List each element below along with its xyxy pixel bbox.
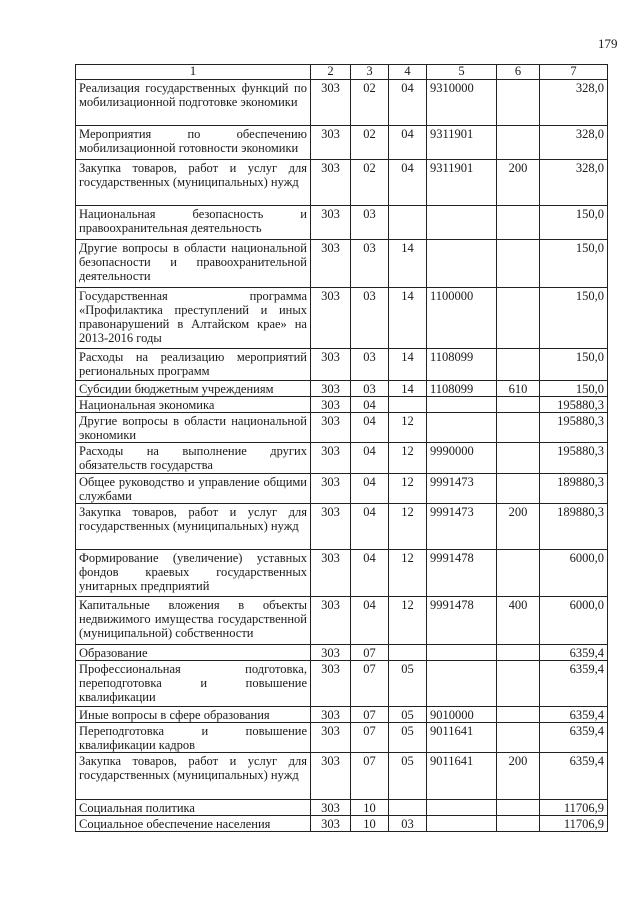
table-row <box>76 816 608 832</box>
row-col-5: 9011641 <box>427 723 497 753</box>
row-col-6: 200 <box>497 753 540 800</box>
row-col-3: 07 <box>351 723 389 753</box>
table-row <box>76 707 608 723</box>
row-amount: 6000,0 <box>540 597 608 645</box>
row-col-4: 14 <box>389 349 427 381</box>
row-col-2: 303 <box>311 723 351 753</box>
header-cell: 3 <box>351 65 389 80</box>
table-row <box>76 80 608 126</box>
row-col-4: 12 <box>389 443 427 474</box>
row-amount: 6359,4 <box>540 645 608 661</box>
header-cell: 6 <box>497 65 540 80</box>
table-row <box>76 413 608 443</box>
row-col-3: 02 <box>351 126 389 160</box>
row-col-4: 04 <box>389 160 427 206</box>
row-amount: 150,0 <box>540 288 608 349</box>
row-col-2: 303 <box>311 240 351 288</box>
row-col-2: 303 <box>311 349 351 381</box>
row-name: Общее руководство и управление общими службами <box>76 474 311 504</box>
row-col-5: 9011641 <box>427 753 497 800</box>
table-row <box>76 206 608 240</box>
row-col-4 <box>389 206 427 240</box>
row-col-5: 9991473 <box>427 474 497 504</box>
row-col-5: 9310000 <box>427 80 497 126</box>
row-name: Переподготовка и повышение квалификации кадров <box>76 723 311 753</box>
row-amount: 11706,9 <box>540 816 608 832</box>
row-name: Закупка товаров, работ и услуг для государственных (муниципальных) нужд <box>76 753 311 800</box>
row-amount: 6359,4 <box>540 753 608 800</box>
row-col-5: 1100000 <box>427 288 497 349</box>
row-name: Капитальные вложения в объекты недвижимого имущества государственной (муниципальной) собственности <box>76 597 311 645</box>
row-col-2: 303 <box>311 597 351 645</box>
row-col-3: 07 <box>351 661 389 707</box>
row-col-3: 04 <box>351 413 389 443</box>
row-col-3: 04 <box>351 474 389 504</box>
row-col-6 <box>497 707 540 723</box>
row-col-5 <box>427 206 497 240</box>
table-row <box>76 397 608 413</box>
row-col-4: 05 <box>389 753 427 800</box>
row-amount: 150,0 <box>540 240 608 288</box>
row-col-4: 05 <box>389 707 427 723</box>
row-col-2: 303 <box>311 397 351 413</box>
row-col-2: 303 <box>311 707 351 723</box>
row-col-4: 12 <box>389 504 427 550</box>
row-amount: 195880,3 <box>540 397 608 413</box>
row-name: Иные вопросы в сфере образования <box>76 707 311 723</box>
row-col-2: 303 <box>311 80 351 126</box>
row-col-6 <box>497 816 540 832</box>
row-col-3: 02 <box>351 160 389 206</box>
row-col-6 <box>497 126 540 160</box>
row-amount: 11706,9 <box>540 800 608 816</box>
row-col-4: 14 <box>389 240 427 288</box>
row-amount: 150,0 <box>540 381 608 397</box>
row-amount: 150,0 <box>540 206 608 240</box>
row-col-4: 12 <box>389 413 427 443</box>
row-name: Расходы на выполнение других обязательств государства <box>76 443 311 474</box>
row-name: Расходы на реализацию мероприятий региональных программ <box>76 349 311 381</box>
row-col-2: 303 <box>311 504 351 550</box>
row-col-2: 303 <box>311 381 351 397</box>
row-col-3: 04 <box>351 550 389 597</box>
row-col-4: 14 <box>389 381 427 397</box>
row-col-3: 03 <box>351 349 389 381</box>
row-col-4: 12 <box>389 597 427 645</box>
row-col-4: 05 <box>389 723 427 753</box>
table-row <box>76 597 608 645</box>
header-cell: 1 <box>76 65 311 80</box>
row-col-6 <box>497 288 540 349</box>
table-row <box>76 504 608 550</box>
row-col-5 <box>427 413 497 443</box>
table-row <box>76 240 608 288</box>
row-amount: 195880,3 <box>540 443 608 474</box>
row-amount: 150,0 <box>540 349 608 381</box>
row-col-3: 03 <box>351 288 389 349</box>
row-col-6 <box>497 550 540 597</box>
header-cell: 5 <box>427 65 497 80</box>
header-cell: 7 <box>540 65 608 80</box>
row-col-3: 03 <box>351 381 389 397</box>
table-row <box>76 753 608 800</box>
row-amount: 189880,3 <box>540 474 608 504</box>
row-col-2: 303 <box>311 550 351 597</box>
row-col-6 <box>497 645 540 661</box>
row-col-2: 303 <box>311 443 351 474</box>
row-col-5: 9311901 <box>427 160 497 206</box>
row-col-3: 04 <box>351 597 389 645</box>
row-col-3: 10 <box>351 816 389 832</box>
row-name: Профессиональная подготовка, переподготовка и повышение квалификации <box>76 661 311 707</box>
table-row <box>76 349 608 381</box>
table-row <box>76 126 608 160</box>
table-row <box>76 723 608 753</box>
row-col-3: 10 <box>351 800 389 816</box>
row-col-2: 303 <box>311 160 351 206</box>
row-amount: 195880,3 <box>540 413 608 443</box>
row-col-5: 1108099 <box>427 349 497 381</box>
row-col-3: 02 <box>351 80 389 126</box>
row-name: Государственная программа «Профилактика преступлений и иных правонарушений в Алтайском крае» на 2013-2016 годы <box>76 288 311 349</box>
row-col-5: 9010000 <box>427 707 497 723</box>
row-col-4: 14 <box>389 288 427 349</box>
row-col-3: 07 <box>351 645 389 661</box>
row-col-4: 05 <box>389 661 427 707</box>
row-name: Закупка товаров, работ и услуг для государственных (муниципальных) нужд <box>76 504 311 550</box>
row-col-2: 303 <box>311 753 351 800</box>
row-amount: 6000,0 <box>540 550 608 597</box>
row-col-5: 9991478 <box>427 597 497 645</box>
row-col-6 <box>497 443 540 474</box>
row-col-5 <box>427 397 497 413</box>
header-cell: 4 <box>389 65 427 80</box>
budget-table <box>75 64 608 832</box>
table-body <box>76 80 608 832</box>
row-amount: 6359,4 <box>540 723 608 753</box>
row-col-4: 04 <box>389 126 427 160</box>
row-col-3: 07 <box>351 707 389 723</box>
row-col-6 <box>497 206 540 240</box>
row-col-6 <box>497 397 540 413</box>
row-col-5 <box>427 816 497 832</box>
row-amount: 6359,4 <box>540 661 608 707</box>
row-col-5 <box>427 661 497 707</box>
table-row <box>76 550 608 597</box>
row-name: Другие вопросы в области национальной экономики <box>76 413 311 443</box>
row-col-6 <box>497 413 540 443</box>
table-row <box>76 800 608 816</box>
row-col-6 <box>497 723 540 753</box>
row-col-3: 04 <box>351 504 389 550</box>
row-col-3: 04 <box>351 397 389 413</box>
row-col-5 <box>427 645 497 661</box>
row-col-5: 9991473 <box>427 504 497 550</box>
row-col-6: 200 <box>497 160 540 206</box>
page-number: 179 <box>598 36 618 51</box>
row-name: Национальная безопасность и правоохранительная деятельность <box>76 206 311 240</box>
row-col-2: 303 <box>311 816 351 832</box>
row-col-6 <box>497 661 540 707</box>
row-col-6: 200 <box>497 504 540 550</box>
row-col-4: 03 <box>389 816 427 832</box>
row-col-4 <box>389 397 427 413</box>
row-col-6 <box>497 349 540 381</box>
table-row <box>76 474 608 504</box>
row-col-3: 03 <box>351 240 389 288</box>
row-name: Реализация государственных функций по мобилизационной подготовке экономики <box>76 80 311 126</box>
row-col-2: 303 <box>311 126 351 160</box>
row-col-6 <box>497 474 540 504</box>
row-name: Образование <box>76 645 311 661</box>
row-col-5 <box>427 240 497 288</box>
table-row <box>76 443 608 474</box>
row-amount: 328,0 <box>540 80 608 126</box>
row-amount: 328,0 <box>540 160 608 206</box>
table-row <box>76 645 608 661</box>
row-col-4 <box>389 800 427 816</box>
table-row <box>76 160 608 206</box>
row-col-2: 303 <box>311 206 351 240</box>
row-name: Другие вопросы в области национальной безопасности и правоохранительной деятельности <box>76 240 311 288</box>
row-name: Субсидии бюджетным учреждениям <box>76 381 311 397</box>
table-row <box>76 661 608 707</box>
row-amount: 189880,3 <box>540 504 608 550</box>
row-col-6: 400 <box>497 597 540 645</box>
row-col-5: 1108099 <box>427 381 497 397</box>
row-col-2: 303 <box>311 288 351 349</box>
row-name: Социальная политика <box>76 800 311 816</box>
row-col-6 <box>497 800 540 816</box>
row-col-4: 12 <box>389 474 427 504</box>
row-col-5: 9311901 <box>427 126 497 160</box>
row-col-3: 07 <box>351 753 389 800</box>
header-row <box>76 65 608 80</box>
row-col-4: 04 <box>389 80 427 126</box>
row-col-6 <box>497 80 540 126</box>
row-col-6: 610 <box>497 381 540 397</box>
row-col-5: 9991478 <box>427 550 497 597</box>
row-amount: 328,0 <box>540 126 608 160</box>
row-col-2: 303 <box>311 800 351 816</box>
row-name: Мероприятия по обеспечению мобилизационной готовности экономики <box>76 126 311 160</box>
row-col-4 <box>389 645 427 661</box>
row-name: Формирование (увеличение) уставных фондов краевых государственных унитарных предприятий <box>76 550 311 597</box>
row-name: Социальное обеспечение населения <box>76 816 311 832</box>
row-col-2: 303 <box>311 645 351 661</box>
table-row <box>76 288 608 349</box>
row-col-5: 9990000 <box>427 443 497 474</box>
row-col-5 <box>427 800 497 816</box>
row-name: Национальная экономика <box>76 397 311 413</box>
row-col-3: 03 <box>351 206 389 240</box>
row-col-3: 04 <box>351 443 389 474</box>
row-col-2: 303 <box>311 474 351 504</box>
row-col-2: 303 <box>311 413 351 443</box>
row-col-6 <box>497 240 540 288</box>
header-cell: 2 <box>311 65 351 80</box>
row-name: Закупка товаров, работ и услуг для государственных (муниципальных) нужд <box>76 160 311 206</box>
row-col-4: 12 <box>389 550 427 597</box>
row-amount: 6359,4 <box>540 707 608 723</box>
table-row <box>76 381 608 397</box>
row-col-2: 303 <box>311 661 351 707</box>
